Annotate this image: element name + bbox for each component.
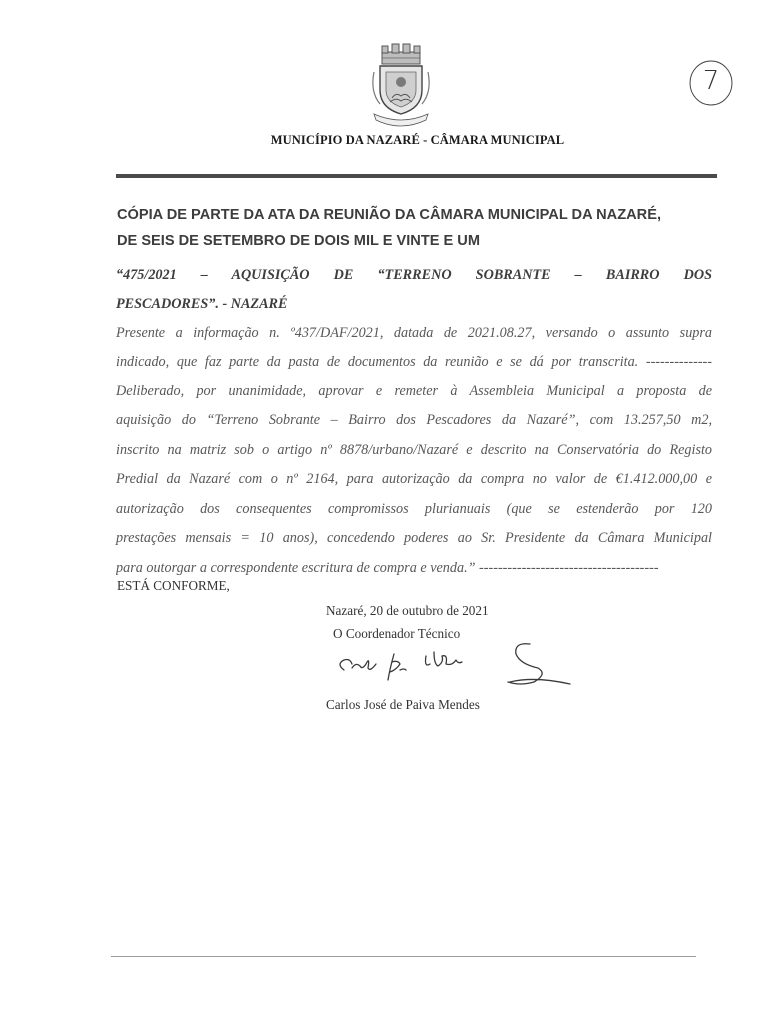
body-line: Deliberado, por unanimidade, aprovar e remeter à Assembleia Municipal a proposta de <box>116 383 712 399</box>
municipality-header: MUNICÍPIO DA NAZARÉ - CÂMARA MUNICIPAL <box>270 133 565 147</box>
place-and-date: Nazaré, 20 de outubro de 2021 <box>326 603 489 618</box>
item-title-line-1: “475/2021 – AQUISIÇÃO DE “TERRENO SOBRANTE – BAIRRO DOS <box>116 267 712 283</box>
body-line: prestações mensais = 10 anos), concedendo poderes ao Sr. Presidente da Câmara Municipal <box>116 530 712 546</box>
municipal-coat-of-arms-icon <box>368 42 434 128</box>
handwritten-signature <box>334 634 574 692</box>
body-line: aquisição do “Terreno Sobrante – Bairro dos Pescadores da Nazaré”, com 13.257,50 m2, <box>116 412 712 428</box>
document-heading-line-1: CÓPIA DE PARTE DA ATA DA REUNIÃO DA CÂMARA MUNICIPAL DA NAZARÉ, <box>117 207 662 223</box>
body-line: para outorgar a correspondente escritura de compra e venda.” -------------------------------------- <box>116 560 659 576</box>
handwritten-page-number <box>686 58 736 108</box>
body-line: autorização dos consequentes compromissos plurianuais (que se estenderão por 120 <box>116 501 712 517</box>
document-heading-line-2: DE SEIS DE SETEMBRO DE DOIS MIL E VINTE E UM <box>117 233 481 249</box>
signatory-role: O Coordenador Técnico <box>333 626 461 641</box>
signatory-name: Carlos José de Paiva Mendes <box>326 697 480 712</box>
body-line: inscrito na matriz sob o artigo nº 8878/urbano/Nazaré e descrito na Conservatória do Registo <box>116 442 712 458</box>
body-line: Predial da Nazaré com o nº 2164, para autorização da compra no valor de €1.412.000,00 e <box>116 471 712 487</box>
body-line: Presente a informação n. º437/DAF/2021, datada de 2021.08.27, versando o assunto supra <box>116 325 712 341</box>
conformity-statement: ESTÁ CONFORME, <box>117 578 230 593</box>
header-divider <box>116 174 717 178</box>
page-number: 7 <box>702 66 720 96</box>
item-title-line-2: PESCADORES”. - NAZARÉ <box>116 296 288 312</box>
footer-divider <box>111 956 696 957</box>
body-line: indicado, que faz parte da pasta de documentos da reunião e se dá por transcrita. -------------- <box>116 354 712 370</box>
